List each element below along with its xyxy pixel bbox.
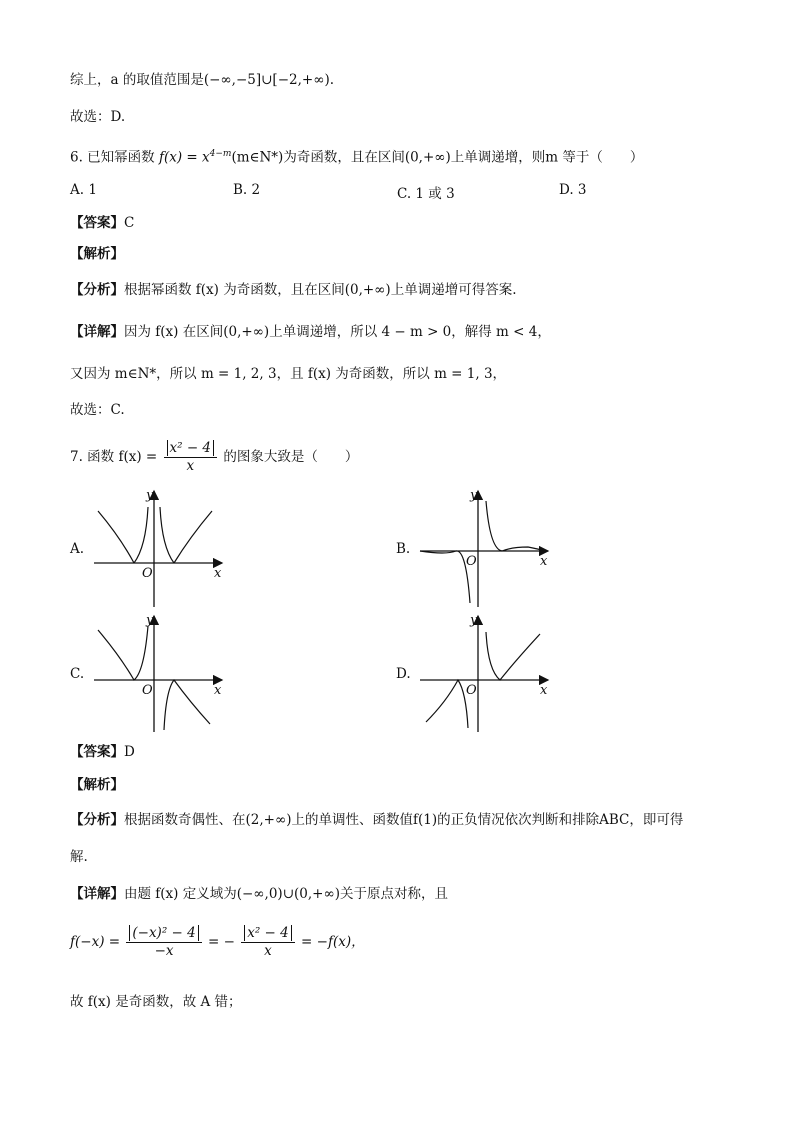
q7-eq-frac2: [241, 925, 295, 960]
q6-choice: 故选：C.: [70, 402, 125, 418]
q7-xiangjie-tag: 【详解】: [70, 886, 124, 902]
graph-c-origin: O: [142, 683, 153, 698]
graph-a-label: A.: [70, 541, 85, 557]
q7-eq-frac1: [126, 925, 201, 960]
q6-answer-tag: 【答案】: [70, 215, 124, 231]
q7-xiangjie-1: 由题 f(x) 定义域为(−∞,0)∪(0,+∞)关于原点对称，且: [124, 886, 448, 902]
q6-fenxi-tag: 【分析】: [70, 282, 124, 298]
graph-c-curve-left: [98, 626, 148, 680]
graph-a-x-label: x: [214, 566, 222, 581]
graph-a: [90, 487, 230, 609]
q6-analysis-tag: 【解析】: [70, 246, 124, 262]
graph-d-curve-left: [426, 680, 468, 728]
q7-denominator: x: [186, 458, 195, 474]
graph-a-curve-left-inner: [134, 507, 148, 563]
graph-c-x-label: x: [214, 683, 222, 698]
graph-a-curve-left-outer: [98, 511, 134, 563]
graph-c-label: C.: [70, 666, 85, 682]
q7-fenxi-2: 解.: [70, 849, 88, 865]
graph-d-label: D.: [396, 666, 411, 682]
q7-eq-den1: −x: [154, 943, 174, 959]
graph-d-curve-right: [486, 632, 540, 680]
q6-domain-cond: (m∈N*): [231, 149, 284, 166]
q6-xiangjie-1: 因为 f(x) 在区间(0,+∞)上单调递增，所以 4 − m > 0，解得 m < 4，: [124, 324, 551, 340]
q6-option-b: B. 2: [233, 182, 261, 198]
graph-b: [416, 487, 556, 609]
graph-c-y-label: y: [146, 613, 154, 628]
summary-line: 综上，a 的取值范围是(−∞,−5]∪[−2,+∞).: [70, 72, 335, 88]
q7-fenxi: [70, 810, 683, 830]
q6-fenxi: [70, 280, 517, 300]
q6-option-c: C. 1 或 3: [397, 186, 455, 202]
q7-answer-tag: 【答案】: [70, 744, 124, 760]
q7-fenxi-1: 根据函数奇偶性、在(2,+∞)上的单调性、函数值f(1)的正负情况依次判断和排除ABC，即可得: [124, 812, 684, 828]
graph-b-curve-left: [420, 551, 470, 603]
q7-eq-lhs: f(−x) =: [70, 934, 121, 950]
q6-exponent: 4−m: [209, 149, 232, 159]
graph-d-origin: O: [466, 683, 477, 698]
graph-a-curve-right-inner: [160, 507, 174, 563]
q7-stem: [70, 437, 358, 477]
q7-xiangjie: [70, 884, 448, 904]
q7-fraction: [164, 440, 218, 475]
graph-c: [90, 612, 230, 734]
graph-b-curve-right: [486, 501, 546, 551]
graph-d: [416, 612, 556, 734]
q7-answer: [70, 742, 135, 762]
graph-c-curve-right: [164, 680, 210, 730]
q6-xiangjie-2: 又因为 m∈N*，所以 m = 1, 2, 3，且 f(x) 为奇函数，所以 m = 1, 3，: [70, 366, 507, 382]
graph-d-y-label: y: [470, 613, 478, 628]
graph-b-x-label: x: [540, 554, 548, 569]
q7-xiangjie-3: 故 f(x) 是奇函数，故 A 错；: [70, 994, 242, 1010]
q5-choice: 故选：D.: [70, 109, 126, 125]
q7-eq-den2: x: [264, 943, 272, 959]
q7-eq-mid: = −: [208, 934, 235, 950]
q6-option-d: D. 3: [559, 182, 587, 198]
q7-stem-prefix: 7. 函数 f(x) =: [70, 449, 158, 465]
graph-d-x-label: x: [540, 683, 548, 698]
graph-a-origin: O: [142, 566, 153, 581]
graph-a-curve-right-outer: [174, 511, 212, 563]
q6-stem: [70, 144, 643, 168]
graph-b-y-label: y: [470, 488, 478, 503]
q6-option-a: A. 1: [70, 182, 97, 198]
q7-eq-num1: (−x)² − 4: [129, 925, 198, 941]
q6-xiangjie: [70, 322, 551, 342]
q6-stem-suffix: 为奇函数，且在区间(0,+∞)上单调递增，则m 等于（ ）: [283, 149, 644, 166]
q7-equation: [70, 918, 365, 966]
q6-answer-value: C: [124, 215, 135, 231]
q6-stem-prefix: 6. 已知幂函数: [70, 149, 159, 166]
graph-b-label: B.: [396, 541, 411, 557]
q6-func: f(x) = x: [158, 149, 210, 166]
q7-eq-rhs: = −f(x)，: [301, 934, 365, 950]
q7-answer-value: D: [124, 744, 135, 760]
q7-eq-num2: x² − 4: [244, 925, 292, 941]
graph-b-origin: O: [466, 554, 477, 569]
graph-a-y-label: y: [146, 488, 154, 503]
q6-xiangjie-tag: 【详解】: [70, 324, 124, 340]
q6-fenxi-text: 根据幂函数 f(x) 为奇函数，且在区间(0,+∞)上单调递增可得答案.: [124, 282, 517, 298]
q7-stem-suffix: 的图象大致是（ ）: [223, 449, 359, 465]
q6-answer: [70, 213, 134, 233]
q7-analysis-tag: 【解析】: [70, 777, 124, 793]
q7-numerator: x² − 4: [167, 440, 215, 456]
q7-fenxi-tag: 【分析】: [70, 812, 124, 828]
